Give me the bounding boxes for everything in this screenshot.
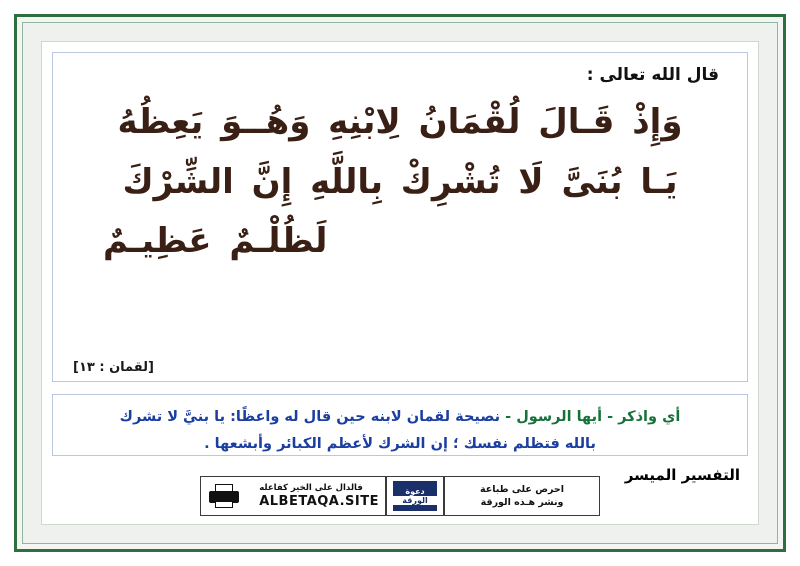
footer-tagline: فالدال على الخير كفاعله — [259, 483, 363, 493]
ayah-reference: [لقمان : ١٣] — [73, 360, 154, 375]
dawah-logo — [393, 481, 437, 511]
middle-border — [22, 22, 778, 544]
print-note-line-1: احرص على طباعة — [479, 483, 565, 495]
intro-text: قال الله تعالى : — [586, 65, 719, 85]
footer-logo-box — [386, 476, 444, 516]
ayah-card — [52, 52, 748, 382]
tafsir-card — [52, 394, 748, 456]
tafsir-line-1-green: أي واذكر - أيها الرسول - — [500, 409, 681, 425]
footer-strip — [162, 476, 638, 516]
logo-line-2: الورقة — [393, 496, 437, 505]
inner-content-area — [41, 41, 759, 525]
tafsir-line-1-blue: نصيحة لقمان لابنه حين قال له واعظًا: يا بنيَّ لا تشرك — [119, 409, 501, 425]
tafsir-source: التفسير الميسر — [624, 466, 740, 484]
tafsir-line-2: بالله فتظلم نفسك ؛ إن الشرك لأعظم الكبائر وأبشعها . — [204, 435, 596, 452]
outer-border — [14, 14, 786, 552]
ayah-line-1: وَإِذْ قَـالَ لُقْمَانُ لِابْنِهِ وَهُــوَ يَعِظُهُ — [117, 102, 683, 142]
ayah-line-3: لَظُلْـمٌ عَظِيـمٌ — [103, 221, 328, 261]
ayah-line-2: يَـا بُنَىَّ لَا تُشْرِكْ بِاللَّهِ إِنَّ الشِّرْكَ — [122, 161, 678, 202]
print-note-line-2: ونشر هـذه الورقة — [480, 496, 564, 508]
footer-website[interactable]: ALBETAQA.SITE — [259, 494, 379, 509]
logo-line-1: دعوة — [405, 486, 425, 496]
printer-icon — [207, 483, 241, 509]
ayah-text — [75, 93, 725, 272]
tafsir-paragraph — [79, 404, 721, 458]
footer-print-note — [444, 476, 600, 516]
footer-site-box[interactable] — [200, 476, 386, 516]
footer-site-text — [259, 483, 379, 509]
